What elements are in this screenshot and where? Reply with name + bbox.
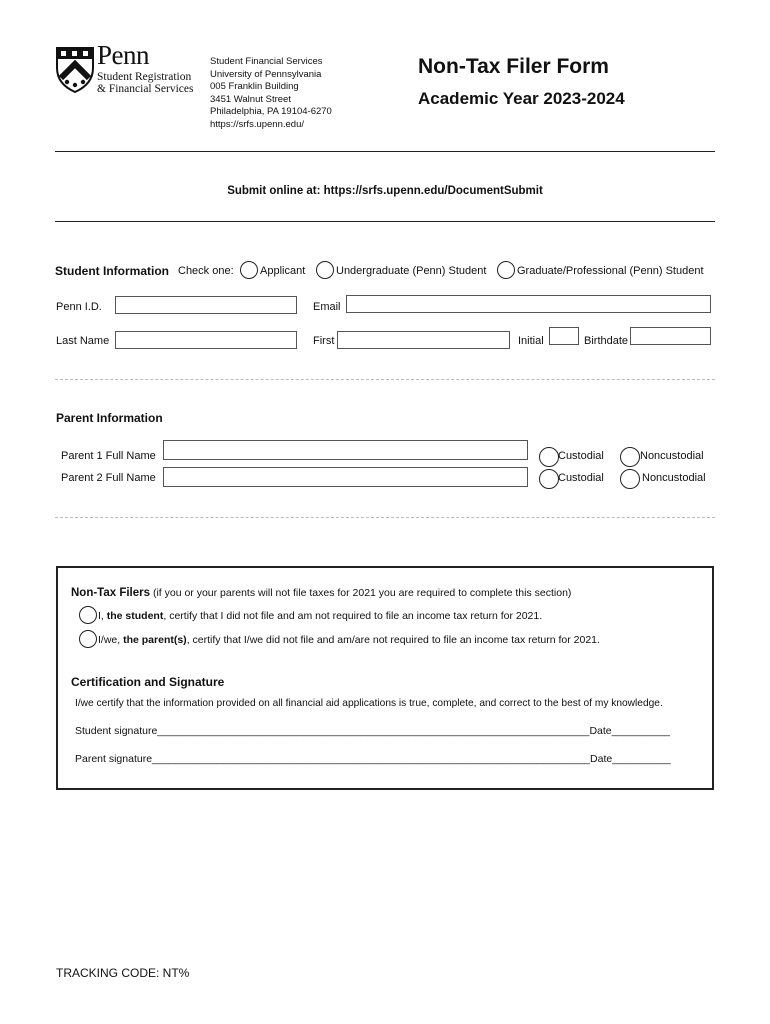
first-name-input[interactable]	[337, 331, 510, 349]
non-tax-heading	[71, 587, 571, 599]
student-certify-radio[interactable]	[79, 606, 97, 624]
option-applicant: Applicant	[260, 265, 306, 277]
radio-applicant[interactable]	[240, 261, 258, 279]
first-name-label: First	[313, 335, 335, 347]
student-signature-line[interactable]: Student signature__________________________________________________________________________Date__________	[75, 725, 671, 737]
form-title: Non-Tax Filer Form	[418, 55, 609, 78]
student-certify-bold: the student	[106, 610, 164, 622]
certification-statement: I/we certify that the information provided on all financial aid applications is true, complete, and correct to the best of my knowledge.	[75, 698, 663, 709]
student-certify-rest: , certify that I did not file and am not required to file an income tax return for 2021.	[163, 610, 543, 622]
header-rule	[55, 151, 715, 152]
parent1-noncustodial-radio[interactable]	[620, 447, 640, 467]
penn-logo	[55, 40, 205, 96]
address-line: Student Financial Services	[210, 56, 323, 67]
option-graduate: Graduate/Professional (Penn) Student	[517, 265, 704, 277]
parent1-custodial-label: Custodial	[558, 450, 604, 462]
non-tax-heading-title: Non-Tax Filers	[71, 587, 151, 599]
penn-shield-icon	[55, 46, 95, 94]
tracking-code: TRACKING CODE: NT%	[56, 966, 190, 980]
address-line: University of Pennsylvania	[210, 68, 322, 80]
check-one-label: Check one:	[178, 265, 234, 277]
email-input[interactable]	[346, 295, 711, 313]
student-certify-text	[98, 610, 542, 622]
parent1-label: Parent 1 Full Name	[61, 450, 156, 462]
birthdate-label: Birthdate	[584, 335, 629, 347]
email-label: Email	[313, 301, 341, 313]
parent1-noncustodial-label: Noncustodial	[640, 450, 704, 462]
non-tax-heading-note: (if you or your parents will not file taxes for 2021 you are required to complete this section)	[152, 587, 572, 599]
parent-certify-bold: the parent(s)	[123, 634, 187, 646]
parent2-label: Parent 2 Full Name	[61, 472, 156, 484]
parent2-name-input[interactable]	[163, 467, 528, 487]
initial-label: Initial	[518, 335, 544, 347]
radio-undergraduate[interactable]	[316, 261, 334, 279]
parent-certify-rest: , certify that I/we did not file and am/are not required to file an income tax return for 2021.	[186, 634, 600, 646]
initial-input[interactable]	[549, 327, 579, 345]
parent-certify-radio[interactable]	[79, 630, 97, 648]
parent-certify-text	[98, 634, 600, 646]
birthdate-input[interactable]	[630, 327, 711, 345]
submit-rule	[55, 221, 715, 222]
parent-info-heading: Parent Information	[56, 411, 163, 425]
address-line: Philadelphia, PA 19104-6270	[210, 106, 332, 118]
address-line: 005 Franklin Building	[210, 81, 299, 93]
address-line: https://srfs.upenn.edu/	[210, 118, 305, 130]
office-address	[210, 56, 332, 132]
student-certify-prefix: I,	[98, 610, 107, 622]
parent1-name-input[interactable]	[163, 440, 528, 460]
parent2-noncustodial-radio[interactable]	[620, 469, 640, 489]
radio-graduate[interactable]	[497, 261, 515, 279]
penn-id-label: Penn I.D.	[56, 301, 102, 313]
parent2-noncustodial-label: Noncustodial	[642, 472, 706, 484]
option-undergraduate: Undergraduate (Penn) Student	[336, 265, 487, 277]
last-name-input[interactable]	[115, 331, 297, 349]
parent2-custodial-radio[interactable]	[539, 469, 559, 489]
section-divider	[55, 379, 715, 380]
last-name-label: Last Name	[56, 335, 110, 347]
penn-id-input[interactable]	[115, 296, 297, 314]
parent-certify-prefix: I/we,	[98, 634, 124, 646]
parent1-custodial-radio[interactable]	[539, 447, 559, 467]
academic-year: Academic Year 2023-2024	[418, 89, 625, 108]
logo-line1: Student Registration	[97, 71, 192, 83]
parent2-custodial-label: Custodial	[558, 472, 604, 484]
submit-online-line: Submit online at: https://srfs.upenn.edu/DocumentSubmit	[227, 185, 543, 197]
address-line: 3451 Walnut Street	[210, 93, 291, 105]
parent-signature-line[interactable]: Parent signature___________________________________________________________________________Date__________	[75, 753, 671, 765]
certification-heading: Certification and Signature	[71, 675, 225, 689]
section-divider	[55, 517, 715, 518]
student-info-heading: Student Information	[55, 264, 169, 278]
logo-wordmark: Penn	[97, 40, 149, 70]
logo-line2: & Financial Services	[97, 83, 194, 95]
